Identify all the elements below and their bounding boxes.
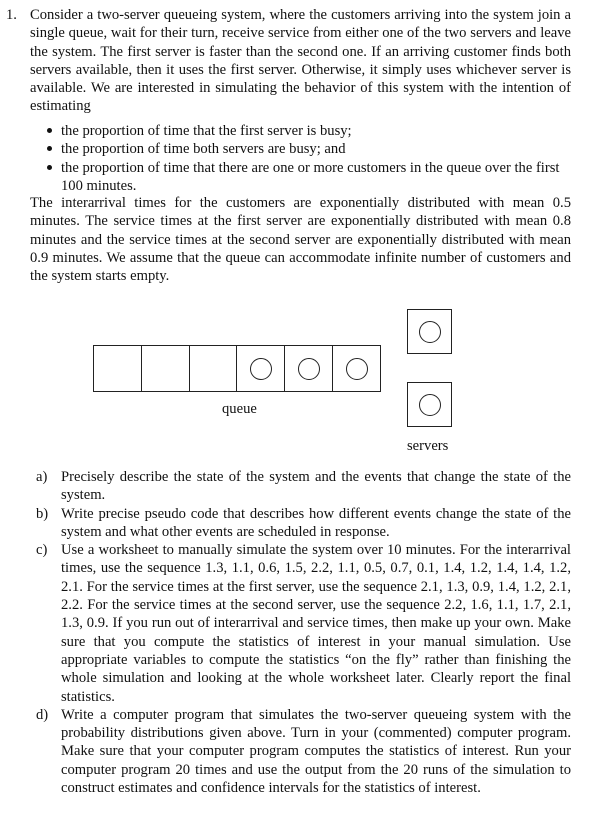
question-number: 1.	[6, 7, 17, 23]
part-text: Write a computer program that simulates the two-server queueing system with the probability distributions given above. Turn in your (commented) computer program. Make sure that your computer program computes the statistics of interest. Run your computer program 20 times and use the output from the 20 runs of the simulation to construct estimates and confidence intervals for the statistics of interest.	[61, 706, 571, 797]
part-text: Precisely describe the state of the system and the events that change the state of the system.	[61, 469, 571, 504]
queue-slot	[237, 346, 285, 391]
queue-label: queue	[222, 401, 257, 417]
customer-icon	[419, 321, 441, 343]
part-label: d)	[36, 706, 49, 723]
queue-slot-empty	[94, 346, 142, 391]
queue-diagram	[0, 300, 614, 460]
customer-icon	[419, 394, 441, 416]
part-label: a)	[36, 469, 48, 485]
server-1-box	[407, 309, 452, 354]
objectives-list	[30, 122, 571, 195]
objective-item: the proportion of time both servers are busy; and	[30, 140, 571, 158]
queue-slot	[285, 346, 333, 391]
part-item	[30, 505, 571, 542]
intro-paragraph: Consider a two-server queueing system, where the customers arriving into the system join a single queue, wait for their turn, receive service from either one of the two servers and leave the system. The first server is faster than the second one. If an arriving customer finds both servers available, then it uses the first server. Otherwise, it simply uses whichever server is available. We are interested in simulating the behavior of this system with the intention of estimating	[30, 7, 571, 115]
parts-list	[30, 468, 571, 797]
objective-item: the proportion of time that the first server is busy;	[30, 122, 571, 140]
part-text: Write precise pseudo code that describes how different events change the state of the system and what other events are scheduled in response.	[61, 505, 571, 540]
server-2-box	[407, 382, 452, 427]
customer-icon	[346, 358, 368, 380]
queue-slot	[333, 346, 380, 391]
part-item	[30, 706, 571, 797]
part-label: c)	[36, 542, 48, 559]
queue-box	[93, 345, 381, 392]
queue-slot-empty	[142, 346, 190, 391]
part-label: b)	[36, 505, 49, 522]
queue-slot-empty	[190, 346, 238, 391]
part-item	[30, 541, 571, 706]
customer-icon	[250, 358, 272, 380]
part-text: Use a worksheet to manually simulate the system over 10 minutes. For the interarrival times, use the sequence 1.3, 1.1, 0.6, 1.5, 2.2, 1.1, 0.5, 0.7, 0.1, 1.4, 1.2, 1.4, 1.4, 1.2, 2.1. For the service times at the first server, use the sequence 2.1, 1.3, 0.9, 1.4, 1.2, 2.1, 2.2. For the service times at the second server, use the sequence 2.2, 1.6, 1.1, 1.7, 2.1, 1.3, 0.9. If you run out of interarrival and service times, then make up your own. Make sure that you compute the statistics of interest in your manual simulation. Use appropriate variables to compute the statistics “on the fly” rather than finishing the whole simulation and looking at the whole worksheet later. Clearly report the final statistics.	[61, 542, 571, 705]
details-paragraph: The interarrival times for the customers are exponentially distributed with mean 0.5 minutes. The service times at the first server are exponentially distributed with mean 0.8 minutes and the service times at the second server are exponentially distributed with mean 0.9 minutes. We assume that the queue can accommodate infinite number of customers and the system starts empty.	[30, 195, 571, 285]
customer-icon	[298, 358, 320, 380]
servers-label: servers	[407, 438, 449, 454]
part-item	[30, 468, 571, 505]
objective-item: the proportion of time that there are one or more customers in the queue over the first 100 minutes.	[30, 159, 571, 196]
